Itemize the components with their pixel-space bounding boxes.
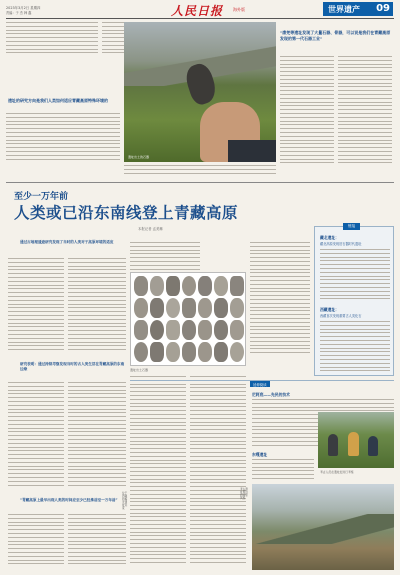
stone-tool-item [134, 298, 148, 318]
stone-tool-item [166, 320, 180, 340]
date-line: 2023年3月2日 星期四 [6, 6, 41, 10]
person-shape [328, 434, 338, 456]
top-left-text [6, 22, 98, 58]
stone-tool-item [150, 276, 164, 296]
stone-tool-item [166, 342, 180, 362]
feature-col-mid-c [190, 376, 246, 570]
stone-tool-item [182, 298, 196, 318]
stone-tool-item [182, 320, 196, 340]
survey-photo-caption: 考古人员在遗址处进行考察 [320, 470, 354, 474]
feature-byline: 本报记者 孟美琳 [138, 227, 163, 231]
section-title: 世界遗产 [328, 5, 360, 14]
feature-col-3b [68, 514, 126, 570]
stone-tool-item [214, 298, 228, 318]
top-divider [6, 182, 394, 183]
stone-tool-item [134, 276, 148, 296]
stone-tool-item [198, 320, 212, 340]
extended-item-2: 东嘎遗址 [252, 452, 268, 457]
stone-tool-item [214, 342, 228, 362]
feature-col-2b [68, 382, 126, 492]
extended-item-2-body [252, 459, 314, 483]
feature-col-mid-b [130, 376, 186, 570]
landscape-photo [252, 484, 394, 570]
stone-tool-item [214, 276, 228, 296]
top-mid-body [124, 165, 276, 177]
feature-sub-1: 通过古地理遗迹研究发现了当时的人类对于高原环境的适应 [20, 240, 114, 244]
feature-sub-2: 研究表明：通过持续考察发现当时的古人类生活在青藏高原的东南边缘 [20, 362, 125, 372]
top-right-headline: “康羌等遗址发现了大量石器、骨器，可以说是我们在青藏高原发现的第一代石器工业” [280, 30, 391, 41]
stone-tool-item [230, 276, 244, 296]
stone-tool-item [230, 320, 244, 340]
stone-tool-item [230, 298, 244, 318]
edition-label: 海外版 [233, 7, 245, 12]
stone-tool-item [166, 276, 180, 296]
paper-logo: 人民日报 [171, 4, 224, 18]
sidebar-item-2-body [320, 321, 390, 373]
feature-col-1a [8, 258, 64, 354]
stone-tool-item [150, 342, 164, 362]
top-right-col-2 [338, 56, 392, 171]
feature-headline: 人类或已沿东南线登上青藏高原 [14, 203, 239, 222]
landscape-caption: 考古遗址周边的高原风貌 [240, 488, 248, 500]
top-right-col-1 [280, 56, 334, 171]
stone-tool-photo [124, 22, 276, 162]
sleeve-shape [228, 140, 276, 162]
stone-tool-item [150, 298, 164, 318]
feature-col-2a [8, 382, 64, 492]
ridge-shape [252, 514, 394, 544]
stone-tool-item [230, 342, 244, 362]
stone-tool-item [182, 276, 196, 296]
feature-sub-3: “青藏高原上最早出现人类的时间应至少已经推前至一万年前” [20, 498, 118, 502]
extended-item-1: 尼阿底——先民的技术 [252, 392, 290, 397]
editor-line: 责编：于 杰 韩 鑫 [6, 11, 32, 15]
person-shape [368, 436, 378, 456]
sidebar-item-1-body [320, 249, 390, 301]
feature-col-3a [8, 514, 64, 570]
stone-tool-grid [134, 276, 244, 362]
stone-tool-item [150, 320, 164, 340]
survey-photo [318, 412, 394, 468]
page-number: 09 [376, 3, 390, 14]
stone-tool-item [198, 298, 212, 318]
sidebar-box [314, 226, 394, 376]
sidebar-item-1-sub: 藏北高原发现旧石器时代遗址 [320, 242, 362, 246]
top-left-headline: 遗址的研究方向是我们人类如何适应青藏高原特殊环境的 [8, 98, 108, 103]
extended-tag: 延伸阅读 [250, 381, 270, 387]
sidebar-item-2-sub: 西藏首次发现重要古人类化石 [320, 314, 362, 318]
sidebar-item-2-title: 西藏遗址： [320, 307, 339, 312]
feature-col-right [250, 242, 310, 360]
stone-tool-item [198, 276, 212, 296]
stone-tools-figure [130, 272, 246, 366]
masthead-rule [6, 18, 394, 19]
sidebar-item-1-title: 藏北遗址： [320, 235, 339, 240]
photo-caption: 遗址出土的石器 [128, 155, 150, 159]
feature-col-1b [68, 258, 126, 354]
vertical-caption-left: 位于西藏的梅龙遗址远景 [122, 492, 128, 510]
feature-kicker: 至少一万年前 [14, 192, 69, 202]
person-shape [348, 432, 359, 456]
section-tab [323, 2, 393, 16]
top-left-text-2 [102, 22, 124, 58]
stone-tool-item [198, 342, 212, 362]
stone-tool-item [134, 342, 148, 362]
feature-col-mid-a [130, 242, 200, 272]
sidebar-header: 链接 [343, 223, 360, 230]
top-left-body [6, 113, 120, 165]
figure-caption: 遗址出土石器 [130, 368, 149, 372]
stone-tool-item [182, 342, 196, 362]
stone-tool-item [166, 298, 180, 318]
stone-tool-item [134, 320, 148, 340]
stone-tool-item [214, 320, 228, 340]
